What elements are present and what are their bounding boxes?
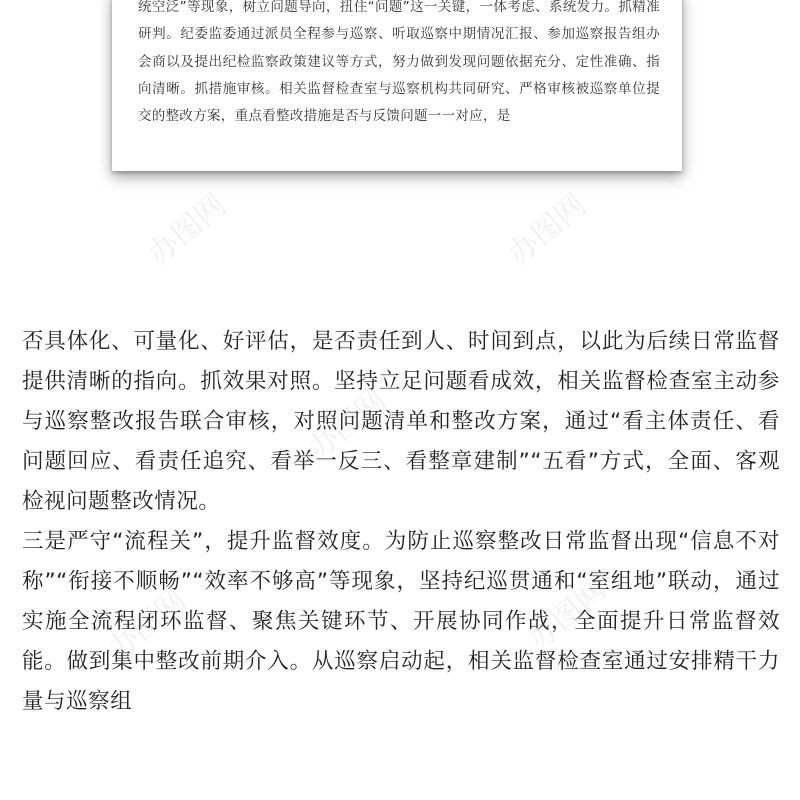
watermark: 办图网 bbox=[101, 582, 193, 668]
watermark: 办图网 bbox=[141, 187, 233, 273]
watermark: 办图网 bbox=[521, 572, 613, 658]
body-paragraph: 否具体化、可量化、好评估，是否责任到人、时间到点，以此为后续日常监督提供清晰的指向。抓效果对照。坚持立足问题看成效，相关监督检查室主动参与巡察整改报告联合审核，对照问题清单和整改方案，通过“看主体责任、看问题回应、看责任追究、看举一反三、看整章建制”“五看”方式，全面、客观检视问题整改情况。 bbox=[22, 329, 780, 514]
excerpt-card bbox=[112, 0, 682, 171]
watermark: 办图网 bbox=[501, 187, 593, 273]
watermark: 办图网 bbox=[301, 382, 393, 468]
excerpt-text: 统空泛”等现象，树立问题导向，扭住“问题”这一关键，一体考虑、系统发力。抓精准研判。纪委监委通过派员全程参与巡察、听取巡察中期情况汇报、参加巡察报告组办会商以及提出纪检监察政策建议等方式，努力做到发现问题依据充分、定性准确、指向清晰。抓措施审核。相关监督检查室与巡察机构共同研究、严格审核被巡察单位提交的整改方案，重点看整改措施是否与反馈问题一一对应，是 bbox=[138, 0, 660, 125]
document-body bbox=[22, 322, 780, 722]
body-paragraph: 三是严守“流程关”，提升监督效度。为防止巡察整改日常监督出现“信息不对称”“衔接不顺畅”“效率不够高”等现象，坚持纪巡贯通和“室组地”联动，通过实施全流程闭环监督、聚焦关键环节、开展协同作战，全面提升日常监督效能。做到集中整改前期介入。从巡察启动起，相关监督检查室通过安排精干力量与巡察组 bbox=[22, 529, 780, 714]
